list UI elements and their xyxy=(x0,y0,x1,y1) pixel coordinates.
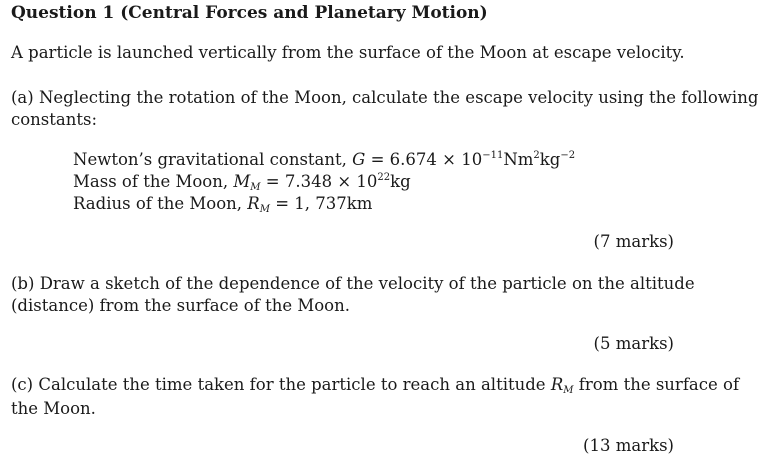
part-c-text-line2: the Moon. xyxy=(11,399,96,418)
constant-mass-label: Mass of the Moon, xyxy=(73,172,229,191)
part-a-marks: (7 marks) xyxy=(593,232,674,251)
part-c-symbol: R xyxy=(550,375,564,394)
part-b-text-line2: (distance) from the surface of the Moon. xyxy=(11,296,350,315)
constant-g-symbol: G xyxy=(352,150,366,169)
part-c-marks: (13 marks) xyxy=(583,436,674,455)
constant-mass xyxy=(73,172,411,191)
part-c-symbol-sub: M xyxy=(563,385,574,396)
part-a-label: (a) xyxy=(11,88,34,107)
constant-g xyxy=(73,150,575,169)
question-intro: A particle is launched vertically from the surface of the Moon at escape velocity. xyxy=(11,43,685,62)
constant-g-unit-exp-a: 2 xyxy=(533,150,540,161)
part-b-line1 xyxy=(11,273,695,295)
constant-mass-symbol: M xyxy=(233,172,251,191)
constant-mass-value: = 7.348 × 10 xyxy=(265,172,378,191)
constant-g-unit-exp-b: −2 xyxy=(560,150,576,161)
part-a-text-line2: constants: xyxy=(11,110,98,129)
part-c-text-post: from the surface of xyxy=(578,375,740,394)
part-c-text-pre: Calculate the time taken for the particle to reach an altitude xyxy=(38,375,546,394)
constant-g-value: = 6.674 × 10 xyxy=(370,150,483,169)
constant-g-exponent: −11 xyxy=(482,150,504,161)
constant-radius-subscript: M xyxy=(259,204,270,215)
constant-radius-symbol: R xyxy=(247,194,260,213)
constant-g-unit-a: Nm xyxy=(503,150,534,169)
part-a-line1 xyxy=(11,87,758,109)
constant-radius-label: Radius of the Moon, xyxy=(73,194,243,213)
part-c-line1 xyxy=(11,374,739,396)
constant-mass-subscript: M xyxy=(250,182,261,193)
constant-g-unit-b: kg xyxy=(539,150,561,169)
part-a-text-line1: Neglecting the rotation of the Moon, calculate the escape velocity using the following xyxy=(38,88,758,107)
question-title: Question 1 (Central Forces and Planetary Motion) xyxy=(11,3,488,23)
part-c-label: (c) xyxy=(11,375,34,394)
part-b-marks: (5 marks) xyxy=(593,334,674,353)
part-b-label: (b) xyxy=(11,274,35,293)
constant-g-label: Newton’s gravitational constant, xyxy=(73,150,347,169)
constant-mass-exponent: 22 xyxy=(377,172,391,183)
constant-mass-unit: kg xyxy=(390,172,411,191)
constant-radius-value: = 1, 737km xyxy=(275,194,373,213)
part-b-text-line1: Draw a sketch of the dependence of the velocity of the particle on the altitude xyxy=(39,274,695,293)
constant-radius xyxy=(73,194,372,213)
